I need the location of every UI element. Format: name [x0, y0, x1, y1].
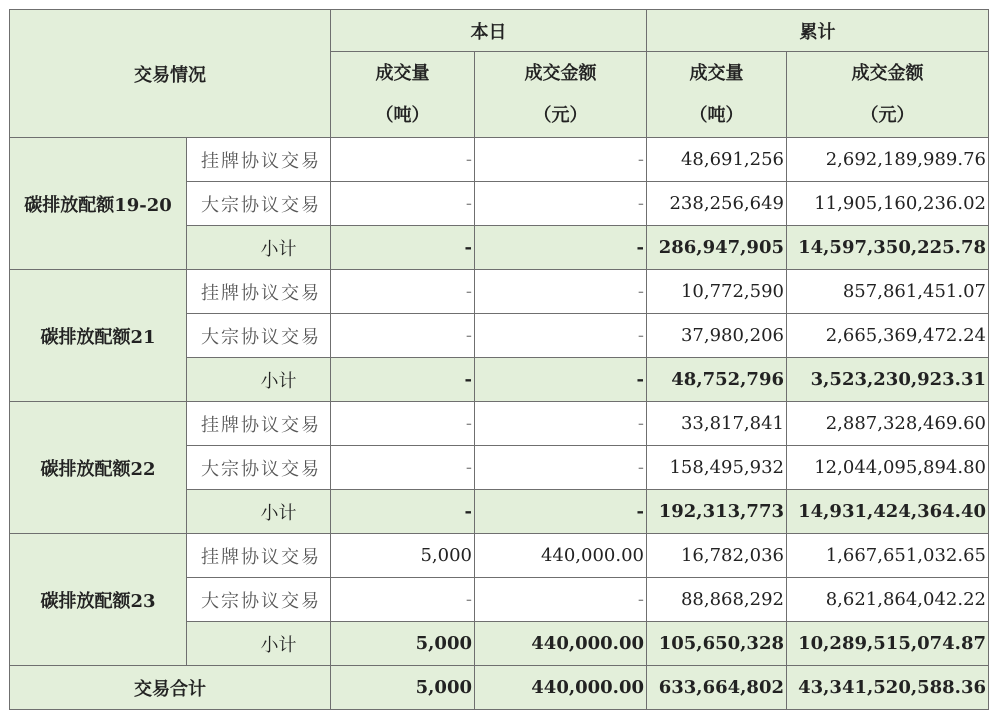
subtotal-label: 小计 — [187, 490, 331, 534]
row-label: 大宗协议交易 — [187, 446, 331, 490]
cum-amount-cell: 2,887,328,469.60 — [787, 402, 989, 446]
today-volume-cell: 5,000 — [331, 622, 475, 666]
row-label: 挂牌协议交易 — [187, 402, 331, 446]
cum-volume-header — [647, 52, 787, 138]
cum-amount-cell: 12,044,095,894.80 — [787, 446, 989, 490]
cum-volume-cell: 158,495,932 — [647, 446, 787, 490]
today-amount-header — [475, 52, 647, 138]
cum-volume-cell: 88,868,292 — [647, 578, 787, 622]
cum-volume-cell: 33,817,841 — [647, 402, 787, 446]
today-header: 本日 — [331, 10, 647, 52]
today-volume-cell: - — [331, 182, 475, 226]
row-label: 挂牌协议交易 — [187, 138, 331, 182]
row-label: 大宗协议交易 — [187, 182, 331, 226]
today-volume-cell: 5,000 — [331, 534, 475, 578]
group-name: 碳排放配额21 — [10, 270, 187, 402]
total-cum-amount: 43,341,520,588.36 — [787, 666, 989, 710]
amount-label: 成交金额 — [851, 62, 924, 84]
table-row — [10, 402, 989, 446]
total-cum-volume: 633,664,802 — [647, 666, 787, 710]
cum-volume-cell: 37,980,206 — [647, 314, 787, 358]
today-amount-cell: 440,000.00 — [475, 622, 647, 666]
row-label: 大宗协议交易 — [187, 578, 331, 622]
amount-unit: （元） — [533, 104, 588, 126]
trade-info-header: 交易情况 — [10, 10, 331, 138]
amount-label: 成交金额 — [524, 62, 597, 84]
today-volume-header — [331, 52, 475, 138]
row-label: 大宗协议交易 — [187, 314, 331, 358]
grand-total-row — [10, 666, 989, 710]
cum-amount-cell: 10,289,515,074.87 — [787, 622, 989, 666]
cumulative-header: 累计 — [647, 10, 989, 52]
cum-amount-cell: 3,523,230,923.31 — [787, 358, 989, 402]
cum-volume-cell: 48,691,256 — [647, 138, 787, 182]
trade-summary-table — [9, 9, 989, 710]
today-volume-cell: - — [331, 314, 475, 358]
volume-unit: （吨） — [375, 104, 430, 126]
cum-amount-cell: 1,667,651,032.65 — [787, 534, 989, 578]
today-amount-cell: - — [475, 270, 647, 314]
cum-amount-cell: 14,931,424,364.40 — [787, 490, 989, 534]
today-amount-cell: - — [475, 402, 647, 446]
cum-amount-cell: 14,597,350,225.78 — [787, 226, 989, 270]
cum-volume-cell: 10,772,590 — [647, 270, 787, 314]
today-volume-cell: - — [331, 578, 475, 622]
row-label: 挂牌协议交易 — [187, 270, 331, 314]
group-name: 碳排放配额22 — [10, 402, 187, 534]
group-name: 碳排放配额23 — [10, 534, 187, 666]
today-amount-cell: - — [475, 314, 647, 358]
today-volume-cell: - — [331, 138, 475, 182]
total-today-amount: 440,000.00 — [475, 666, 647, 710]
row-label: 挂牌协议交易 — [187, 534, 331, 578]
today-volume-cell: - — [331, 402, 475, 446]
table-row — [10, 270, 989, 314]
cum-amount-cell: 2,665,369,472.24 — [787, 314, 989, 358]
subtotal-label: 小计 — [187, 358, 331, 402]
today-amount-cell: - — [475, 578, 647, 622]
today-volume-cell: - — [331, 490, 475, 534]
subtotal-label: 小计 — [187, 622, 331, 666]
cum-amount-cell: 11,905,160,236.02 — [787, 182, 989, 226]
cum-volume-cell: 48,752,796 — [647, 358, 787, 402]
cum-amount-cell: 857,861,451.07 — [787, 270, 989, 314]
today-volume-cell: - — [331, 270, 475, 314]
table-row — [10, 138, 989, 182]
today-volume-cell: - — [331, 358, 475, 402]
subtotal-label: 小计 — [187, 226, 331, 270]
today-amount-cell: - — [475, 490, 647, 534]
volume-unit: （吨） — [689, 104, 744, 126]
cum-volume-cell: 238,256,649 — [647, 182, 787, 226]
grand-total-label: 交易合计 — [10, 666, 331, 710]
volume-label: 成交量 — [375, 62, 430, 84]
group-name: 碳排放配额19-20 — [10, 138, 187, 270]
table-row — [10, 534, 989, 578]
cum-amount-cell: 8,621,864,042.22 — [787, 578, 989, 622]
cum-amount-header — [787, 52, 989, 138]
amount-unit: （元） — [860, 104, 915, 126]
today-amount-cell: - — [475, 138, 647, 182]
cum-volume-cell: 286,947,905 — [647, 226, 787, 270]
today-amount-cell: - — [475, 182, 647, 226]
cum-volume-cell: 192,313,773 — [647, 490, 787, 534]
total-today-volume: 5,000 — [331, 666, 475, 710]
cum-amount-cell: 2,692,189,989.76 — [787, 138, 989, 182]
today-amount-cell: 440,000.00 — [475, 534, 647, 578]
today-volume-cell: - — [331, 226, 475, 270]
today-amount-cell: - — [475, 446, 647, 490]
cum-volume-cell: 105,650,328 — [647, 622, 787, 666]
cum-volume-cell: 16,782,036 — [647, 534, 787, 578]
today-amount-cell: - — [475, 226, 647, 270]
today-volume-cell: - — [331, 446, 475, 490]
volume-label: 成交量 — [689, 62, 744, 84]
today-amount-cell: - — [475, 358, 647, 402]
